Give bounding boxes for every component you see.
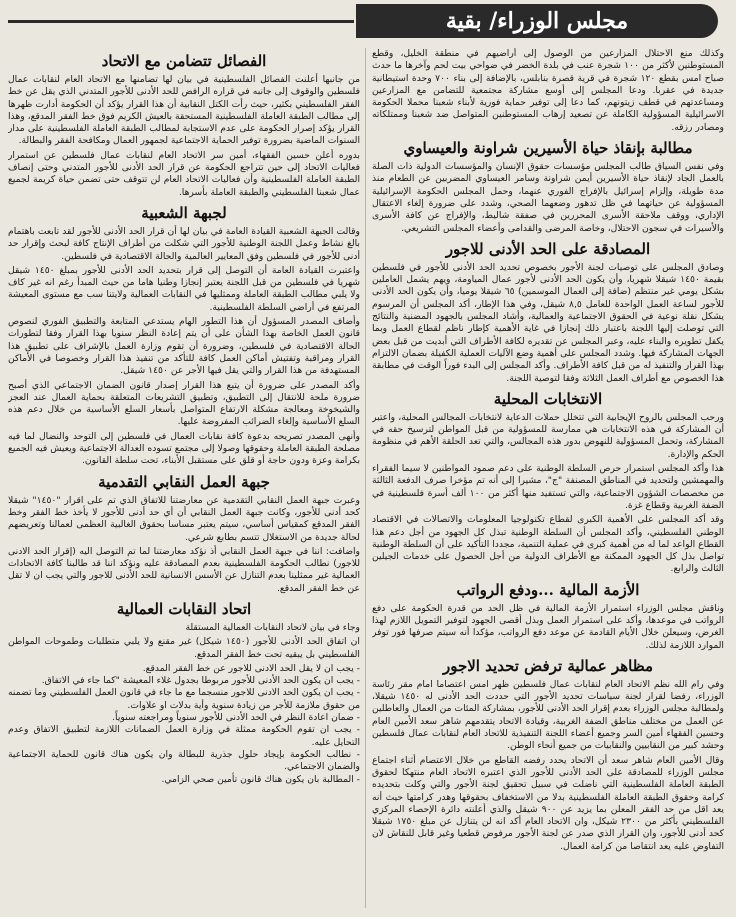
section-heading: المصادقة على الحد الأدنى للاجور <box>445 239 651 258</box>
paragraph: واضافت: اننا في جبهة العمل النقابي أذ نؤكد معارضتنا لما تم التوصل اليه (إقرار الحد الادنى للاجور) نطالب الحكومة الفلسطينية بعدم المصادقة عليه ونؤكد اننا قد طالبنا كافة الاتحادات العمالية غير ممثلينا بعدم التنازل عن الأسس الانسانية للحد الأدنى للاجور والتي يجب ان لا تقل عن خط الفقر المدقع. <box>8 545 360 594</box>
section-heading: مطالبة بإنقاذ حياة الأسيرين شراونة والعيساوي <box>403 139 693 158</box>
header-rule <box>8 20 354 23</box>
article-section <box>8 600 360 786</box>
list-item: - المطالبة بان يكون هناك قانون تأمين صحي الزامي. <box>161 773 360 785</box>
section-heading: الأزمة المالية ...ودفع الرواتب <box>456 580 640 599</box>
list-item: - يجب ان تقوم الحكومة ممثلة في وزارة العمل الضمانات اللازمة لتطبيق الاتفاق وعدم التحايل عليه. <box>8 724 360 748</box>
paragraph: وأضاف المصدر المسؤول أن هذا التطور الهام يستدعي المتابعة والتطبيق الفوري لنصوص قانون العمل الخاصة بهذا الشأن على أن يتم إعادة النظر سنويا بهذا القرار وفقا لتطورات الحالة الاقتصادية في فلسطين، وضرورة أن تقوم وزارة العمل بالإشراف على تطبيق هذا القرار ومراقبة وتفتيش أماكن العمل كافة للتأكد من تنفيذ هذا القرار وخصوصا في الأماكن المستهدفة من هذا القرار والتي يقل فيها الأجر عن ١٤٥٠ شيقل. <box>8 316 360 377</box>
paragraph: ورحب المجلس بالروح الإيجابية التي تتخلل حملات الدعاية لانتخابات المجالس المحلية، واعتبر أن المشاركة في هذه الانتخابات هي ممارسة للمسؤولية من قبل المواطن لترسيخ حقه في المشاركة، وتحمل المسؤولية للنهوض بدور هذه المجالس، والتي تعد الحلقة الأهم في منظومة الحكم والإدارة. <box>372 411 724 460</box>
paragraph: من جانبها أعلنت الفصائل الفلسطينية في بيان لها تضامنها مع الاتحاد العام لنقابات عمال فلسطين والوقوف إلى جانبه في قراره الرافض للحد الأدنى للأجور المتدني الذي يقل عن خط الفقر الفلسطيني بكثير، حيث رأت الكتل النقابية أن هذا القرار يؤكد أن الحكومة أدارت ظهرها إلى مطالب الطبقة العاملة الفلسطينية المستحقة بالعيش الكريم فوق خط الفقر المدقع، وهذا القرار يؤكد إصرار الحكومة على عدم الاستجابة لمطالب الطبقة العاملة الفلسطينية على مدار السنوات الماضية بضرورة توفير الحماية الاجتماعية لجمهور العمال ومكافحة الفقر والبطالة. <box>8 74 360 147</box>
left-column <box>8 48 360 914</box>
right-column <box>372 48 724 914</box>
section-heading: اتحاد النقابات العمالية <box>116 599 252 618</box>
section-heading: لجبهة الشعبية <box>141 203 227 222</box>
paragraph: وعبرت جبهة العمل النقابي التقدمية عن معارضتنا للاتفاق الذي تم على اقرار "١٤٥٠" شيقلا كحد أدنى للأجور، وكانت جبهة العمل النقابي أن أي حد أدنى للأجور لا يأخذ خط الفقر وخط الفقر المدقع كمقياس أساسي، سيتم يعتبر مساسا بحقوق الغالبية العظمى لعمالنا وتعريضهم لحالة جديدة من الاستغلال تتسم بطابع شرعي. <box>8 494 360 543</box>
article-section <box>372 390 724 576</box>
header-banner <box>356 4 718 38</box>
paragraph: وقالت الجبهة الشعبية القيادة العامة في بيان لها أن قرار الحد الأدنى للأجور لقد تابعت باهتمام بالغ نشاط وعمل اللجنة الوطنية للأجور التي شكلت من أطراف الإنتاج كافة لبحث وإقرار حد أدنى للأجور في فلسطين وفق المعايير العالمية والحالة الاقتصادية في فلسطين. <box>8 225 360 262</box>
article-section <box>372 657 724 853</box>
paragraph: واعتبرت القيادة العامة أن التوصل إلى قرار بتحديد الحد الأدنى للأجور بمبلغ ١٤٥٠ شيقل شهريا في فلسطين من قبل اللجنة يعتبر إنجازا وطنيا هاما من حيث المبدأ رغم انه غير كاف ولا يلبي مطالب الطبقة العاملة وممثليها في النقابات العمالية ولايتنا سب مع مستوى المعيشة المرتفع في أراضي السلطة الفلسطينية. <box>8 264 360 313</box>
list-item: - يجب ان لا يقل الحد الادنى للاجور عن خط الفقر المدقع. <box>142 662 360 674</box>
paragraph: ان اتفاق الحد الأدنى للأجور (١٤٥٠ شيكل) غير مقنع ولا يلبي متطلبات وطموحات المواطن الفلسطيني بل يبقيه تحت خط الفقر المدقع. <box>8 636 360 660</box>
paragraph: وأكد المصدر على ضرورة أن يتبع هذا القرار إصدار قانون الضمان الاجتماعي الذي أصبح ضرورة ملحة للانتقال إلى التطبيق، وتطبيق التشريعات المتعلقة بحماية العمال عند العجز والشيخوخة ومعالجة مشكلة الارتفاع المتواصل بأسعار السلع الأساسية من خلال دعم هذه السلع الأساسية وإلغاء الضرائب المفروضة عليها. <box>8 379 360 428</box>
paragraph: وفي نفس السياق طالب المجلس مؤسسات حقوق الإنسان والمؤسسات الدولية ذات الصلة بالعمل الجاد لإنقاذ حياة الأسيرين أيمن شراونة وسامر العيساوي المضربين عن الطعام منذ مدة طويلة، وإلزام إسرائيل بالإفراج الفوري عنهما، وحمل المجلس الحكومة الإسرائيلية المسؤولية عن حياتهما في ظل تدهور وضعهما الصحي، وشدد على ضرورة إلغاء الاعتقال الإداري، ووقف ملاحقة الأسرى المحررين في صفقة شاليط، والإفراج عن كافة الأسرى والأسيرات في سجون الاحتلال، وخاصة المرضى والقدامى وأعضاء المجلس التشريعي. <box>372 161 724 234</box>
article-section <box>8 473 360 595</box>
section-heading: مظاهر عمالية ترفض تحديد الاجور <box>442 656 654 675</box>
section-heading: الانتخابات المحلية <box>493 389 603 408</box>
paragraph: وقال الأمين العام شاهر سعد أن الاتحاد يحدد رفضه القاطع من خلال الاعتصام أثناء اجتماع مجلس الوزراء للمصادقة على الحد الأدنى للأجور الذي اعتبره الاتحاد العام منتهكا لحقوق الطبقة العاملة الفلسطينية التي ناضلت في سبيل تحقيق لجنة الأجور والتي وكلت بتحديده كرامة وحقوق الطبقة العاملة الفلسطينية بدلا من الاستخفاف بحقوقها وهدر كرامتها حيث أنه يعد اقل من حد الفقر المعلن بما يزيد عن ٩٠٠ شيقل والذي أعلنته دائرة الإحصاء المركزي الفلسطيني بأكثر من ٢٣٠٠ شيكل، وان الاتحاد العام أكد انه لن يتنازل عن مبلغ ١٧٥٠ شيقلا كحد أدنى للأجور، وان القرار الذي صدر عن لجنة الأجور مرفوض قطعيا وغير قابل للنقاش لان التفاوض عليه يعد انتقاصا من كرامة العمال. <box>372 754 724 852</box>
paragraph: وكذلك منع الاحتلال المزارعين من الوصول إلى أراضيهم في منطقة الخليل، وقطع المستوطنين لأكثر من ١٠٠ شجرة عنب في بلدة الخضر في ضواحي بيت لحم وآخرها ما حدث صباح امس بقطع ١٢٠ شجرة في قرية قصرة بنابلس، بالإضافة إلى بناء ٧٠٠ وحدة استيطانية جديدة في عقربا. ودعا المجلس إلى أوسع مشاركة مجتمعية للتضامن مع المزارعين ومساعدتهم في قطف زيتونهم، كما دعا إلى توفير حماية فورية لأبناء شعبنا محملا الحكومة الاسرائيلية المسؤولية الكاملة عن تصعيد إرهاب المستوطنين المتواصل ضد شعبنا وممتلكاته ومصادر رزقه. <box>372 48 724 133</box>
list-item: - نطالب الحكومة بإيجاد حلول جذرية للبطالة وان يكون هناك قانون للحماية الاجتماعية والضمان الاجتماعي. <box>8 748 360 773</box>
paragraph: وقد أكد المجلس على الأهمية الكبرى لقطاع تكنولوجيا المعلومات والاتصالات في الاقتصاد الوطني الفلسطيني، وأكد المجلس أن السلطة الوطنية تبذل كل الجهود من أجل دعم هذا القطاع الواعد لما له من أهمية كبرى في عملية التنمية، مجددا التأكيد على أن السلطة الوطنية تواصل بذل كل الجهود الممكنة مع الأطراف الدولية من أجل الحصول على خدمات الجيلين الثالث والرابع. <box>372 514 724 575</box>
article-section <box>372 139 724 235</box>
paragraph: وصادق المجلس على توصيات لجنة الأجور بخصوص تحديد الحد الأدنى للأجور في فلسطين بقيمة ١٤٥٠ شيقلا شهريا، وأن يكون الحد الأدنى لأجور عمال المياومة، ويهم يشمل العاملين بشكل يومي غير منتظم (ضافة إلى العمال الموسمين) ٦٥ شيقلا يوميا، وأن يكون الحد الأدنى للأجور لساعة العمل الواحدة للعامل ٨,٥ شيقل، وفي هذا الإطار، أكد المجلس أن المرسوم يشكل نقلة نوعية في الحقوق الاجتماعية والعمالية، وأشاد المجلس بالجهود المضنية والنتائج التي توصلت إليها اللجنة باعتبار ذلك إنجازا في غاية الأهمية كإطار ناظم لقطاع العمل وبما يكفل تطويره والبناء عليه، وعبر المجلس عن تقديره لكافة الأطراف التي أبديت من قبل بعض الجهات المشاركة فيها. وشدد المجلس على أهمية وضع الآليات العملية الكفيلة بضمان الالتزام بهذا القرار والتنفيذ له من قبل كافة الأطراف. وأكد المجلس إلى البدء فوراً الوقت في مطابقة هذا الخصوص مع أطراف العمل الثلاثة وفقا لتوصية اللجنة. <box>372 261 724 384</box>
page-title: مجلس الوزراء/ بقية <box>445 8 629 34</box>
article-section <box>8 52 360 199</box>
list-item: - يجب ان يكون الحد الادنى للاجور منسجما مع ما جاء في قانون العمل الفلسطيني وما تضمنه من حقوق ملازمة للأجر من زيادة سنوية وأية بدلات او علاوات. <box>8 687 360 711</box>
paragraph: بدوره أعلن حسين الفقهاء، أمين سر الاتحاد العام لنقابات عمال فلسطين عن استمرار فعاليات الاتحاد إلى حين تتراجع الحكومة عن قرار الحد الأدنى للأجور المتدني وحتى إنصاف الطبقة العاملة الفلسطينية وأن فعاليات الاتحاد العام لن تتوقف حتى تضمن حياة كريمة لجميع عمال شعبنا الفلسطيني والطبقة العاملة بأسرها. <box>8 149 360 198</box>
column-divider <box>365 48 366 908</box>
paragraph: وجاء في بيان لاتحاد النقابات العمالية المستقلة <box>185 621 360 633</box>
article-section <box>372 581 724 652</box>
paragraph: هذا وأكد المجلس استمرار حرص السلطة الوطنية على دعم صمود المواطنين لا سيما الفقراء والمهمشين ولتحديد في المناطق المصنفة "ج"، مشيرا إلى أنه تم مؤخرا صرف الدفعة الثالثة من مخصصات الشؤون الاجتماعية، والتي تستفيد منها أكثر من ١٠٠ ألف أسرة فلسطينية في الضفة الغربية وقطاع غزة. <box>372 463 724 511</box>
article-section <box>372 240 724 385</box>
paragraph: وفي رام الله نظم الاتحاد العام لنقابات عمال فلسطين ظهر امس اعتصاما امام مقر رئاسة الوزراء، رفضا لقرار لجنة سياسات تحديد الأجور التي حددت الحد الأدنى له ١٤٥٠ شيقلا، ولمطالبة مجلس الوزراء بعدم إقرار الحد الأدنى للأجور، بمشاركة المئات من العمال والعاطلين عن العمل من مختلف مناطق الضفة الغربية، وقيادة الاتحاد يتقدمهم شاهر سعد الأمين العام وحسين الفقهاء أمين السر وجميع أعضاء اللجنة التنفيذية للاتحاد العام لنقابات عمال فلسطين وحشد كبير من النقابيين والنقابيات من جميع أنحاء الوطن. <box>372 678 724 752</box>
section-heading: جبهة العمل النقابي التقدمية <box>98 472 270 491</box>
article-section <box>8 204 360 468</box>
paragraph: وأنهى المصدر تصريحه بدعوة كافة نقابات العمال في فلسطين إلى التوحد والنضال لما فيه مصلحة الطبقة العاملة وحقوقها وصولا إلى مجتمع تسوده العدالة الاجتماعية ويعيش فيه الجميع بكرامة وعزة ودون حاجة أو قلق على مستقبل الأبناء، تحت سلطة القانون. <box>8 430 360 467</box>
list-item: - يجب ان يكون الحد الأدنى للأجور مربوطا بجدول غلاء المعيشة "كما جاء في الاتفاق. <box>41 675 360 687</box>
section-heading: الفصائل تتضامن مع الاتحاد <box>101 52 267 70</box>
article-section <box>372 48 724 134</box>
paragraph: وناقش مجلس الوزراء استمرار الأزمة المالية في ظل الحد من قدرة الحكومة على دفع الرواتب في موعدها، وأكد على استمرار العمل وبذل أقصى الجهود لتوفير التمويل اللازم لهذا الغرض، وسيعلن خلال الأيام القادمة عن موعد دفع الرواتب، مؤكدا أنه سيتم صرفها فور توفر الموارد اللازمة لذلك. <box>372 602 724 651</box>
demands-list <box>8 663 360 786</box>
list-item: - ضمان اعادة النظر في الحد الأدنى للأجور سنوياً ومراجعته سنوياً. <box>112 712 360 724</box>
